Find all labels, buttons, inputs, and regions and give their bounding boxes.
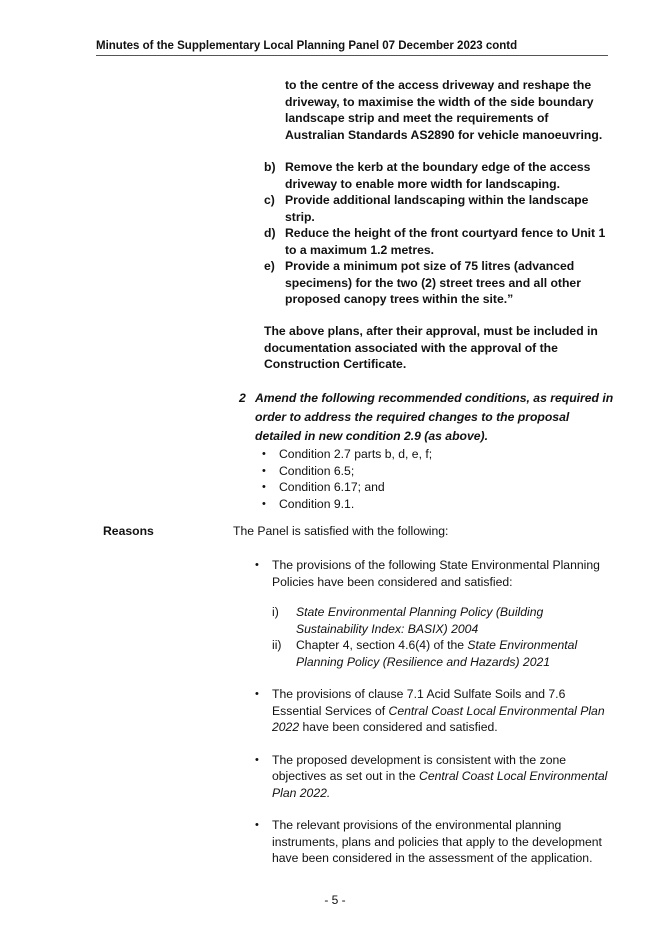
list-item	[255, 817, 615, 867]
bullet-icon: •	[255, 819, 259, 831]
item-text: Provide additional landscaping within the landscape strip.	[285, 193, 589, 224]
bullet-icon: •	[255, 559, 259, 571]
list-item	[264, 159, 610, 192]
bullet-icon: •	[262, 448, 266, 460]
lettered-list	[264, 159, 610, 308]
list-item	[255, 752, 615, 802]
conditions-list	[262, 446, 432, 512]
item-label: b)	[264, 160, 276, 174]
list-item	[262, 479, 432, 496]
section-number: 2	[239, 391, 246, 405]
list-item	[264, 225, 610, 258]
item-label: e)	[264, 259, 275, 273]
plan-title: Central Coast Local Environmental Plan 2022.	[272, 769, 608, 800]
reason-text: have been considered and satisfied.	[299, 720, 498, 734]
item-text: Reduce the height of the front courtyard fence to Unit 1 to a maximum 1.2 metres.	[285, 226, 606, 257]
condition-text: Condition 2.7 parts b, d, e, f;	[279, 447, 433, 461]
reasons-label: Reasons	[103, 524, 154, 538]
bullet-icon: •	[255, 753, 259, 766]
continuation-text: to the centre of the access driveway and reshape the driveway, to maximise the width of the side boundary landscape strip and meet the requirements of Australian Standards AS2890 for vehicle manoeuvring.	[285, 78, 603, 142]
reason-text: The relevant provisions of the environmental planning instruments, plans and policies that apply to the development have been considered in the assessment of the application.	[272, 818, 602, 865]
section-2	[239, 389, 614, 446]
list-item	[272, 604, 615, 637]
roman-numeral: i)	[272, 605, 279, 619]
bullet-icon: •	[262, 464, 266, 477]
condition-text: Condition 6.17; and	[279, 480, 385, 494]
approval-paragraph: The above plans, after their approval, must be included in documentation associated with the approval of the Construction Certificate.	[264, 324, 598, 371]
reasons-list	[255, 557, 615, 883]
list-item	[255, 557, 615, 670]
section-text: Amend the following recommended conditions, as required in order to address the required changes to the proposal detailed in new condition 2.9 (as above).	[255, 391, 614, 443]
page-number: - 5 -	[324, 893, 346, 907]
list-item	[272, 637, 615, 670]
list-item	[264, 192, 610, 225]
bullet-icon: •	[262, 481, 266, 493]
sepp-prefix: Chapter 4, section 4.6(4) of the	[296, 638, 468, 652]
list-item	[262, 446, 432, 463]
page-header: Minutes of the Supplementary Local Planning Panel 07 December 2023 contd	[96, 40, 608, 56]
condition-text: Condition 9.1.	[279, 496, 355, 511]
bullet-icon: •	[262, 497, 266, 510]
plan-title: Central Coast Local Environmental Plan 2022	[272, 703, 605, 734]
reason-text: The proposed development is consistent with the zone objectives as set out in the	[272, 752, 567, 783]
sepp-title: State Environmental Planning Policy (Resilience and Hazards) 2021	[296, 638, 578, 669]
bullet-icon: •	[255, 688, 259, 700]
item-label: d)	[264, 226, 276, 240]
list-item	[262, 463, 432, 480]
roman-numeral: ii)	[272, 638, 282, 652]
list-item	[255, 686, 615, 736]
reasons-intro: The Panel is satisfied with the following:	[233, 524, 449, 538]
sepp-title: State Environmental Planning Policy (Building Sustainability Index: BASIX) 2004	[296, 605, 544, 636]
list-item	[262, 496, 432, 513]
sepp-list	[272, 604, 615, 670]
item-label: c)	[264, 193, 275, 207]
list-item	[264, 258, 610, 308]
reason-text: The provisions of the following State Environmental Planning Policies have been considered and satisfied:	[272, 558, 600, 589]
item-text: Provide a minimum pot size of 75 litres (advanced specimens) for the two (2) street trees and all other proposed canopy trees within the site.”	[285, 259, 581, 306]
condition-text: Condition 6.5;	[279, 463, 355, 478]
reason-text: The provisions of clause 7.1 Acid Sulfate Soils and 7.6 Essential Services of	[272, 687, 566, 718]
item-text: Remove the kerb at the boundary edge of the access driveway to enable more width for landscaping.	[285, 160, 591, 191]
